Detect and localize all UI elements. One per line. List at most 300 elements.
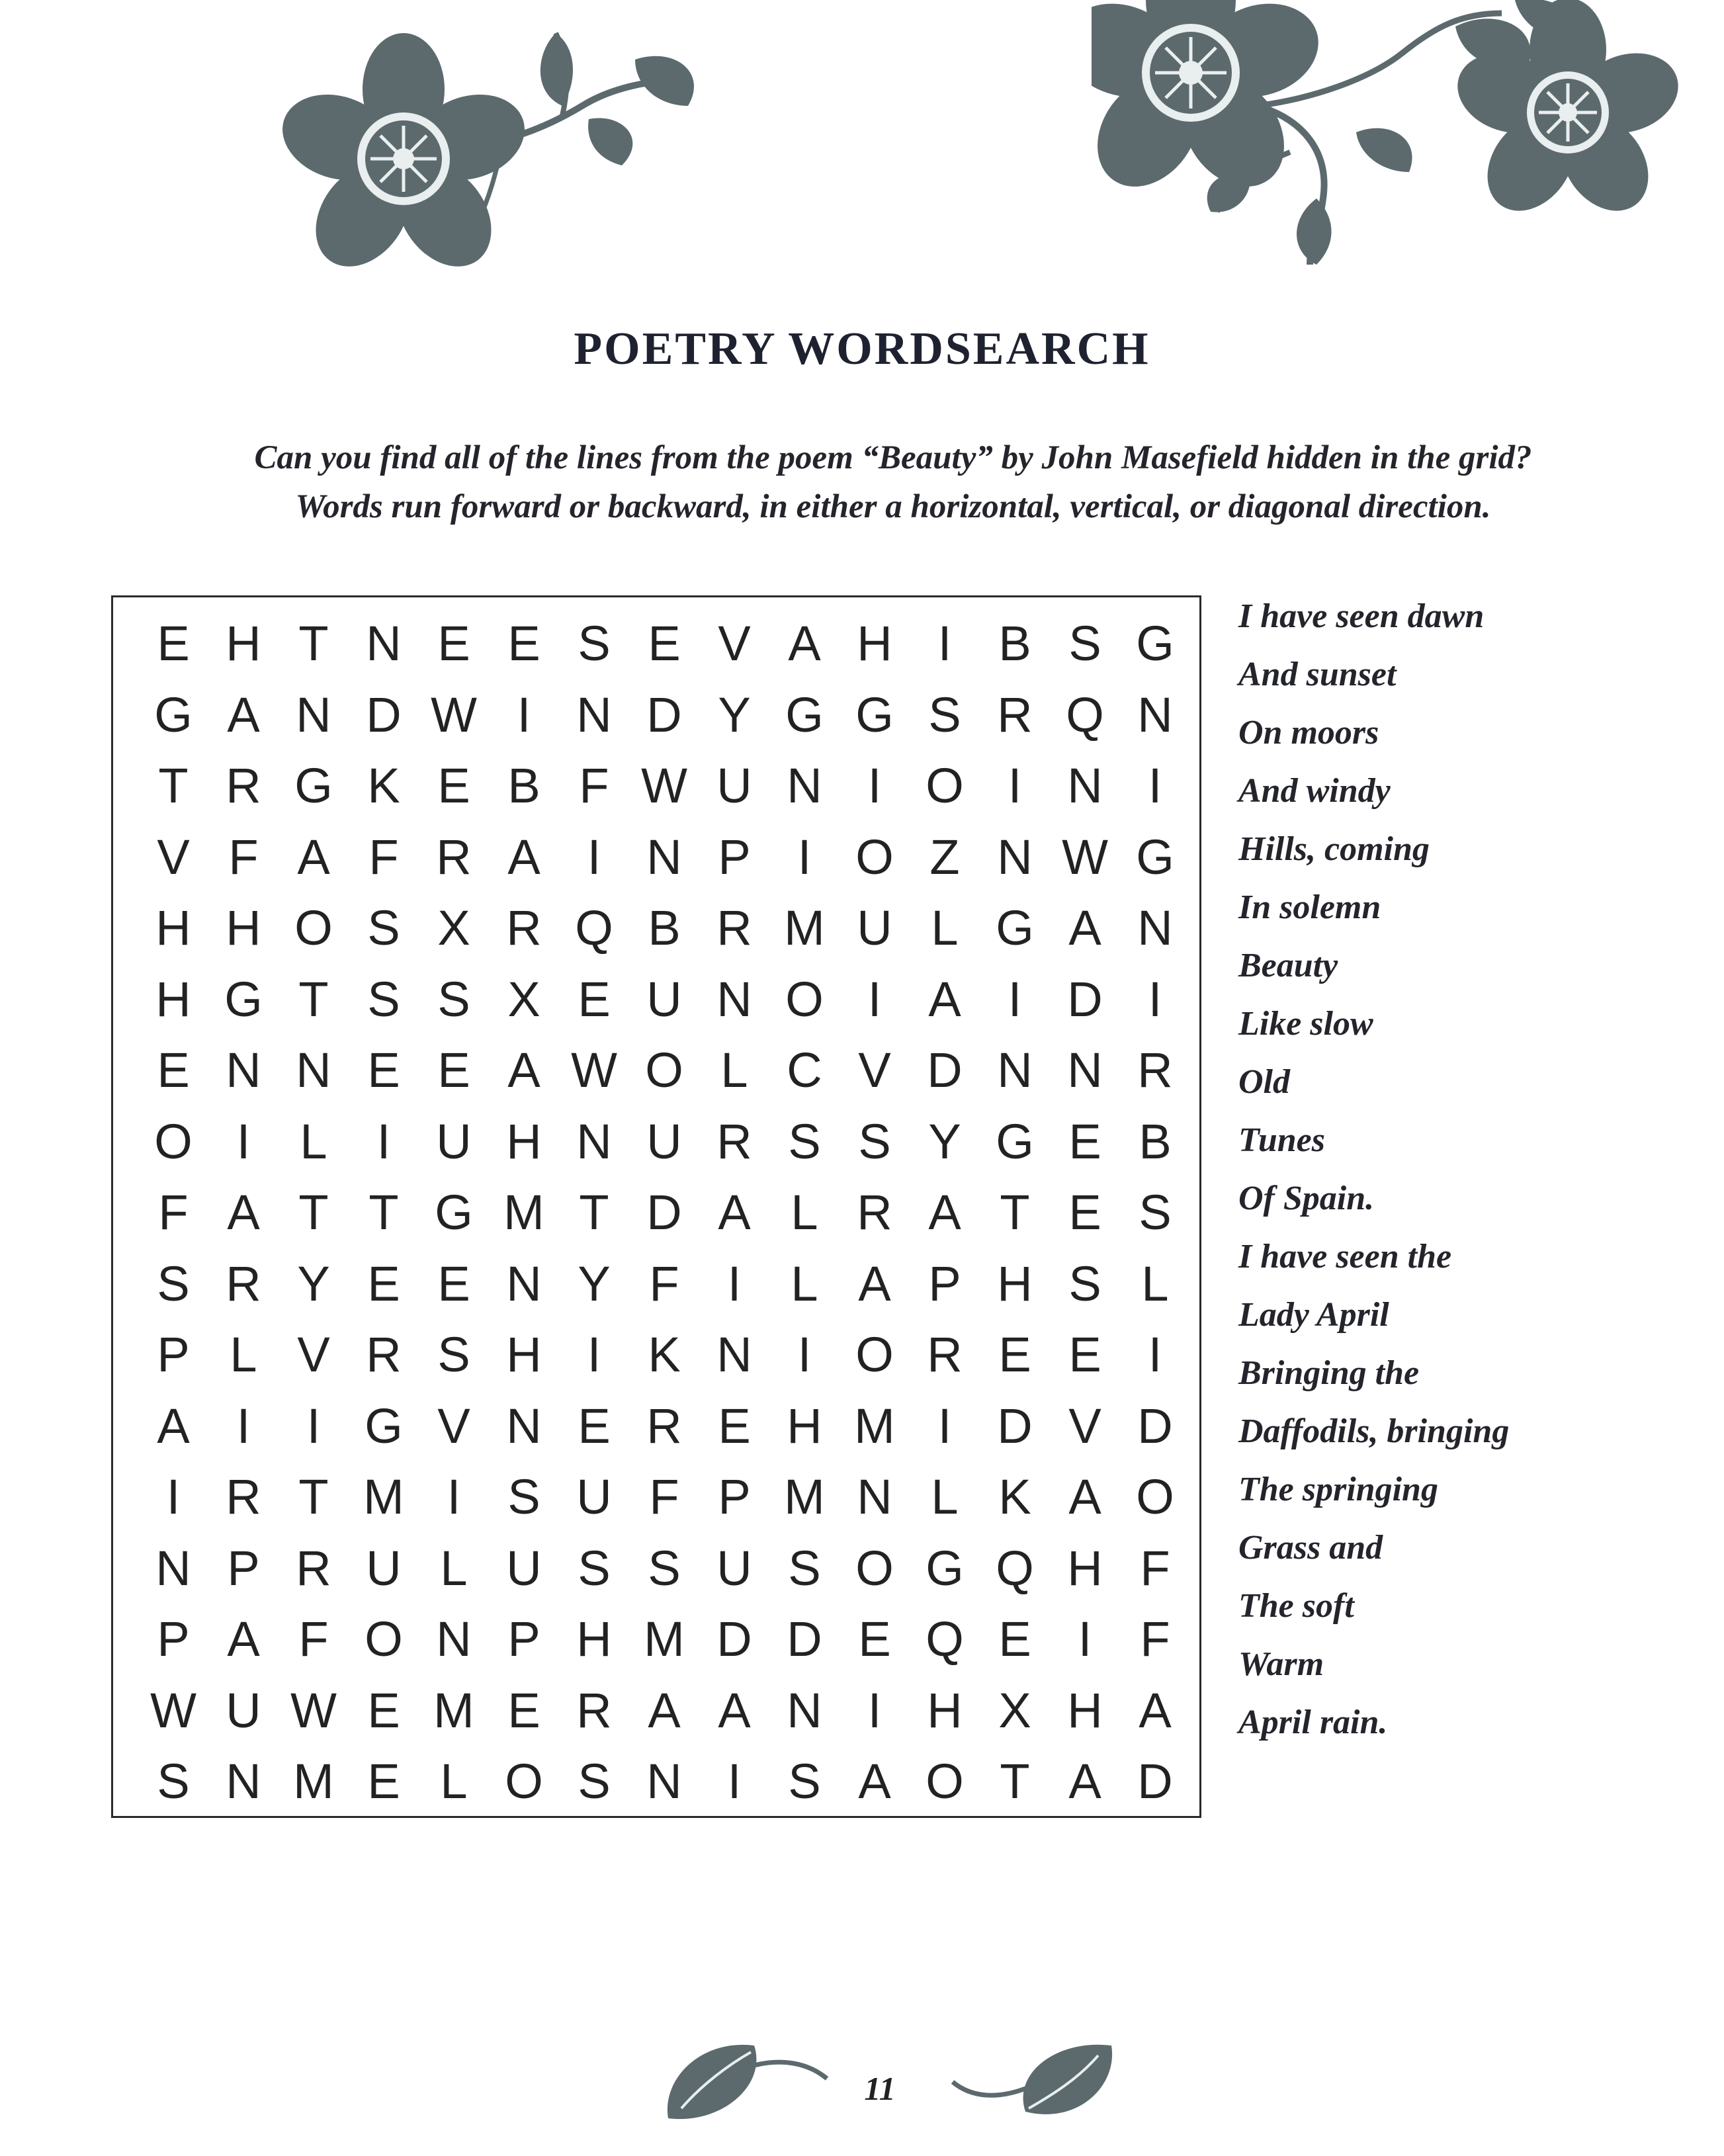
grid-cell[interactable]: T [298,1469,329,1524]
grid-cell[interactable]: F [649,1469,679,1524]
grid-cell[interactable]: G [996,1113,1034,1169]
word-list-item: The springing [1238,1471,1438,1508]
grid-cell[interactable]: S [367,900,400,955]
grid-cell[interactable]: E [1068,1113,1101,1169]
grid-cell[interactable]: E [437,1256,470,1311]
grid-cell[interactable]: D [997,1398,1033,1453]
grid-cell[interactable]: A [1068,900,1101,955]
grid-cell[interactable]: W [571,1043,617,1098]
grid-cell[interactable]: B [1139,1113,1172,1169]
grid-cell[interactable]: N [646,1754,682,1809]
grid-cell[interactable]: S [578,1540,611,1596]
grid-cell[interactable]: O [1136,1469,1174,1524]
grid-cell[interactable]: N [857,1469,892,1524]
grid-cell[interactable]: I [306,1398,321,1453]
grid-cell[interactable]: F [228,829,259,884]
grid-cell[interactable]: A [227,1612,260,1666]
grid-cell[interactable]: A [507,1043,540,1098]
word-list-item: Warm [1238,1645,1324,1683]
grid-cell[interactable]: I [1148,971,1162,1027]
grid-cell[interactable]: I [867,1682,882,1738]
grid-cell[interactable]: I [236,1398,251,1453]
grid-cell[interactable]: R [927,1327,963,1382]
grid-cell[interactable]: A [1068,1469,1101,1524]
grid-cell[interactable]: V [297,1327,330,1382]
grid-cell[interactable]: U [506,1540,542,1596]
grid-cell[interactable]: S [507,1469,540,1524]
grid-cell[interactable]: G [855,687,894,742]
grid-cell[interactable]: V [437,1398,470,1453]
grid-cell[interactable]: P [157,1612,190,1666]
grid-cell[interactable]: X [507,971,540,1027]
grid-cell[interactable]: R [226,1469,261,1524]
grid-cell[interactable]: N [716,1327,752,1382]
grid-cell[interactable]: E [578,1398,611,1453]
grid-cell[interactable]: Q [926,1612,964,1666]
grid-cell[interactable]: E [367,1682,400,1738]
grid-cell[interactable]: I [1078,1612,1092,1666]
grid-cell[interactable]: W [150,1682,196,1738]
grid-cell[interactable]: I [937,1398,952,1453]
grid-cell[interactable]: T [368,1185,399,1240]
grid-cell[interactable]: H [506,1113,542,1169]
word-list-item: April rain. [1238,1703,1388,1741]
word-list-item: On moors [1238,714,1379,752]
grid-cell[interactable]: I [937,616,952,671]
grid-cell[interactable]: U [366,1540,402,1596]
grid-cell[interactable]: N [296,1043,331,1098]
grid-cell[interactable]: I [587,829,601,884]
grid-cell[interactable]: A [157,1398,190,1453]
grid-cell[interactable]: I [1148,758,1162,813]
grid-cell[interactable]: O [855,1540,894,1596]
grid-cell[interactable]: R [576,1682,612,1738]
grid-cell[interactable]: X [998,1682,1031,1738]
grid-cell[interactable]: R [226,758,261,813]
grid-cell[interactable]: O [855,1327,894,1382]
grid-cell[interactable]: U [646,1113,682,1169]
grid-cell[interactable]: I [166,1469,181,1524]
grid-cell[interactable]: P [718,1469,751,1524]
word-list-item: Hills, coming [1238,830,1430,868]
grid-cell[interactable]: T [158,758,189,813]
grid-cell[interactable]: I [447,1469,461,1524]
grid-cell[interactable]: S [437,971,470,1027]
grid-cell[interactable]: E [367,1754,400,1809]
grid-cell[interactable]: E [998,1327,1031,1382]
grid-cell[interactable]: I [587,1327,601,1382]
word-list-item: And sunset [1238,656,1397,693]
grid-cell[interactable]: N [576,1113,612,1169]
page-number: 11 [864,2070,896,2107]
grid-cell[interactable]: R [997,687,1033,742]
grid-cell[interactable]: N [787,1682,822,1738]
grid-cell[interactable]: N [1137,900,1173,955]
grid-cell[interactable]: S [157,1256,190,1311]
grid-cell[interactable]: S [928,687,961,742]
grid-cell[interactable]: U [857,900,892,955]
grid-cell[interactable]: I [867,758,882,813]
grid-cell[interactable]: M [854,1398,895,1453]
grid-cell[interactable]: H [226,616,261,671]
word-list [1238,587,1609,1752]
grid-cell[interactable]: E [578,971,611,1027]
grid-cell[interactable]: S [578,1754,611,1809]
grid-cell[interactable]: G [435,1185,473,1240]
grid-row [113,1393,1172,1459]
grid-row [113,1464,1172,1530]
grid-cell[interactable]: M [293,1754,334,1809]
grid-cell[interactable]: R [716,1113,752,1169]
grid-cell[interactable]: R [506,900,542,955]
grid-cell[interactable]: H [787,1398,822,1453]
grid-cell[interactable]: N [787,758,822,813]
grid-cell[interactable]: I [236,1113,251,1169]
grid-cell[interactable]: S [788,1540,821,1596]
grid-cell[interactable]: L [931,1469,959,1524]
grid-cell[interactable]: C [787,1043,822,1098]
grid-cell[interactable]: Q [996,1540,1034,1596]
grid-cell[interactable]: X [437,900,470,955]
grid-cell[interactable]: E [858,1612,891,1666]
grid-cell[interactable]: O [294,900,333,955]
grid-cell[interactable]: Q [1066,687,1104,742]
grid-cell[interactable]: I [797,1327,812,1382]
grid-cell[interactable]: H [857,616,892,671]
grid-cell[interactable]: N [436,1612,472,1666]
grid-cell[interactable]: G [224,971,263,1027]
grid-cell[interactable]: N [997,1043,1033,1098]
grid-row [113,895,1172,961]
grid-cell[interactable]: T [579,1185,609,1240]
word-list-item: The soft [1238,1587,1354,1625]
grid-cell[interactable]: H [1067,1540,1103,1596]
grid-cell[interactable]: A [858,1754,891,1809]
grid-cell[interactable]: Y [578,1256,611,1311]
grid-cell[interactable]: W [641,758,687,813]
grid-cell[interactable]: N [366,616,402,671]
word-list-item: And windy [1238,772,1391,810]
grid-cell[interactable]: L [931,900,959,955]
grid-cell[interactable]: R [716,900,752,955]
word-list-item: I have seen dawn [1238,597,1485,635]
grid-cell[interactable]: S [578,616,611,671]
grid-row [113,824,1172,890]
grid-cell[interactable]: M [503,1185,544,1240]
grid-cell[interactable]: N [226,1754,261,1809]
grid-cell[interactable]: I [727,1754,742,1809]
grid-cell[interactable]: P [507,1612,540,1666]
grid-cell[interactable]: I [1008,758,1022,813]
grid-cell[interactable]: N [716,971,752,1027]
grid-cell[interactable]: I [1008,971,1022,1027]
grid-row [113,1678,1172,1744]
word-list-item: I have seen the [1238,1238,1452,1275]
grid-row [113,682,1172,748]
grid-cell[interactable]: F [579,758,609,813]
grid-cell[interactable]: O [926,758,964,813]
grid-cell[interactable]: L [440,1540,468,1596]
grid-cell[interactable]: E [437,758,470,813]
grid-row [113,967,1172,1033]
grid-cell[interactable]: K [367,758,400,813]
grid-cell[interactable]: S [858,1113,891,1169]
grid-cell[interactable]: G [1136,829,1174,884]
grid-cell[interactable]: G [365,1398,403,1453]
grid-cell[interactable]: A [718,1682,751,1738]
grid-cell[interactable]: A [928,971,961,1027]
grid-cell[interactable]: S [788,1113,821,1169]
instructions [132,433,1654,531]
grid-cell[interactable]: T [298,971,329,1027]
grid-row [113,1535,1172,1602]
grid-cell[interactable]: D [646,687,682,742]
grid-cell[interactable]: H [506,1327,542,1382]
grid-cell[interactable]: G [154,687,193,742]
grid-cell[interactable]: H [576,1612,612,1666]
grid-cell[interactable]: W [431,687,477,742]
grid-cell[interactable]: D [366,687,402,742]
grid-cell[interactable]: E [367,1256,400,1311]
grid-cell[interactable]: N [997,829,1033,884]
grid-cell[interactable]: K [648,1327,681,1382]
grid-cell[interactable]: U [576,1469,612,1524]
grid-row [113,1322,1172,1388]
grid-cell[interactable]: N [1067,758,1103,813]
grid-cell[interactable]: A [788,616,821,671]
word-list-item: Grass and [1238,1529,1383,1567]
grid-cell[interactable]: N [576,687,612,742]
grid-cell[interactable]: O [855,829,894,884]
grid-cell[interactable]: K [998,1469,1031,1524]
grid-cell[interactable]: A [297,829,330,884]
grid-cell[interactable]: E [998,1612,1031,1666]
word-list-item: Daffodils, bringing [1238,1412,1510,1450]
grid-cell[interactable]: E [157,616,190,671]
grid-cell[interactable]: I [727,1256,742,1311]
grid-row [113,1251,1172,1317]
grid-cell[interactable]: A [928,1185,961,1240]
grid-cell[interactable]: E [718,1398,751,1453]
flower-sprig-icon [1092,0,1724,271]
flower-sprig-icon [278,7,701,271]
grid-cell[interactable]: A [648,1682,681,1738]
grid-cell[interactable]: W [290,1682,337,1738]
grid-cell[interactable]: L [230,1327,257,1382]
grid-cell[interactable]: H [226,900,261,955]
word-list-item: Tunes [1238,1121,1325,1159]
grid-cell[interactable]: R [296,1540,331,1596]
grid-cell[interactable]: M [433,1682,474,1738]
grid-cell[interactable]: P [227,1540,260,1596]
grid-cell[interactable]: R [436,829,472,884]
grid-cell[interactable]: U [226,1682,261,1738]
grid-row [113,1180,1172,1246]
grid-cell[interactable]: G [926,1540,964,1596]
grid-cell[interactable]: U [646,971,682,1027]
grid-cell[interactable]: E [507,616,540,671]
grid-cell[interactable]: V [858,1043,891,1098]
grid-cell[interactable]: P [928,1256,961,1311]
grid-cell[interactable]: I [376,1113,391,1169]
grid-cell[interactable]: I [797,829,812,884]
grid-cell[interactable]: S [1139,1185,1172,1240]
grid-cell[interactable]: G [294,758,333,813]
grid-cell[interactable]: H [1067,1682,1103,1738]
grid-cell[interactable]: Y [928,1113,961,1169]
grid-cell[interactable]: N [226,1043,261,1098]
grid-cell[interactable]: N [646,829,682,884]
grid-cell[interactable]: M [784,1469,825,1524]
grid-cell[interactable]: Y [297,1256,330,1311]
grid-cell[interactable]: E [437,616,470,671]
grid-cell[interactable]: A [227,687,260,742]
grid-cell[interactable]: L [1141,1256,1169,1311]
grid-cell[interactable]: O [505,1754,543,1809]
page-title: POETRY WORDSEARCH [574,323,1150,374]
grid-cell[interactable]: H [155,971,191,1027]
grid-cell[interactable]: S [1068,616,1101,671]
word-list-item: Lady April [1238,1296,1389,1334]
wordsearch-grid [111,595,1201,1818]
grid-cell[interactable]: E [157,1043,190,1098]
grid-cell[interactable]: H [155,900,191,955]
grid-cell[interactable]: L [791,1185,818,1240]
grid-cell[interactable]: A [1068,1754,1101,1809]
grid-cell[interactable]: S [648,1540,681,1596]
grid-cell[interactable]: D [1137,1754,1173,1809]
grid-cell[interactable]: Q [575,900,613,955]
grid-cell[interactable]: S [157,1754,190,1809]
grid-cell[interactable]: O [365,1612,403,1666]
grid-cell[interactable]: S [1068,1256,1101,1311]
grid-cell[interactable]: F [368,829,399,884]
grid-row [113,753,1172,819]
grid-cell[interactable]: N [1067,1043,1103,1098]
grid-cell[interactable]: T [298,1185,329,1240]
grid-cell[interactable]: O [785,971,824,1027]
grid-cell[interactable]: N [155,1540,191,1596]
grid-cell[interactable]: U [436,1113,472,1169]
grid-cell[interactable]: L [791,1256,818,1311]
grid-cell[interactable]: L [300,1113,327,1169]
grid-cell[interactable]: Z [929,829,960,884]
grid-cell[interactable]: R [366,1327,402,1382]
grid-cell[interactable]: E [648,616,681,671]
grid-row [113,1037,1172,1103]
grid-cell[interactable]: A [718,1185,751,1240]
grid-row [113,611,1172,677]
grid-cell[interactable]: S [437,1327,470,1382]
grid-cell[interactable]: T [1000,1754,1030,1809]
word-list-item: In solemn [1238,888,1381,926]
grid-cell[interactable]: R [646,1398,682,1453]
grid-cell[interactable]: S [367,971,400,1027]
grid-cell[interactable]: N [506,1256,542,1311]
grid-cell[interactable]: O [645,1043,683,1098]
grid-cell[interactable]: L [720,1043,748,1098]
grid-cell[interactable]: G [996,900,1034,955]
grid-cell[interactable]: E [437,1043,470,1098]
grid-cell[interactable]: R [1137,1043,1173,1098]
word-list-item: Old [1238,1063,1290,1101]
grid-cell[interactable]: E [367,1043,400,1098]
instructions-line-1: Can you find all of the lines from the poem “Beauty” by John Masefield hidden in the grid? [254,439,1532,476]
grid-cell[interactable]: A [858,1256,891,1311]
grid-cell[interactable]: O [154,1113,193,1169]
grid-cell[interactable]: A [1139,1682,1172,1738]
grid-cell[interactable]: V [718,616,751,671]
grid-cell[interactable]: B [648,900,681,955]
grid-cell[interactable]: N [506,1398,542,1453]
grid-cell[interactable]: T [1000,1185,1030,1240]
grid-cell[interactable]: H [927,1682,963,1738]
grid-cell[interactable]: B [998,616,1031,671]
grid-cell[interactable]: E [1068,1327,1101,1382]
grid-cell[interactable]: F [158,1185,189,1240]
grid-cell[interactable]: L [440,1754,468,1809]
grid-cell[interactable]: N [296,687,331,742]
grid-cell[interactable]: U [716,758,752,813]
grid-cell[interactable]: F [649,1256,679,1311]
grid-cell[interactable]: E [1068,1185,1101,1240]
grid-cell[interactable]: R [226,1256,261,1311]
grid-cell[interactable]: Y [718,687,751,742]
grid-cell[interactable]: V [1068,1398,1101,1453]
grid-cell[interactable]: E [507,1682,540,1738]
grid-cell[interactable]: M [644,1612,685,1666]
grid-cell[interactable]: S [788,1754,821,1809]
grid-cell[interactable]: I [1148,1327,1162,1382]
grid-cell[interactable]: U [716,1540,752,1596]
grid-cell[interactable]: P [157,1327,190,1382]
grid-cell[interactable]: F [298,1612,329,1666]
grid-row [113,1748,1172,1815]
word-list-item: Like slow [1238,1005,1373,1043]
grid-cell[interactable]: M [784,900,825,955]
grid-cell[interactable]: D [646,1185,682,1240]
word-list-item: Bringing the [1238,1354,1420,1392]
grid-cell[interactable]: D [927,1043,963,1098]
grid-cell[interactable]: A [507,829,540,884]
grid-cell[interactable]: W [1062,829,1108,884]
grid-cell[interactable]: I [867,971,882,1027]
grid-row [113,1109,1172,1175]
grid-cell[interactable]: I [517,687,531,742]
grid-cell[interactable]: G [1136,616,1174,671]
grid-cell[interactable]: D [787,1612,822,1666]
grid-cell[interactable]: G [785,687,824,742]
grid-cell[interactable]: M [363,1469,404,1524]
grid-cell[interactable]: P [718,829,751,884]
grid-cell[interactable]: N [1137,687,1173,742]
grid-cell[interactable]: T [298,616,329,671]
grid-cell[interactable]: B [507,758,540,813]
grid-cell[interactable]: F [1140,1612,1170,1666]
leaf-icon [939,2026,1118,2125]
grid-cell[interactable]: O [926,1754,964,1809]
grid-cell[interactable]: D [716,1612,752,1666]
word-list-item: Of Spain. [1238,1180,1375,1217]
grid-cell[interactable]: D [1137,1398,1173,1453]
grid-cell[interactable]: F [1140,1540,1170,1596]
grid-cell[interactable]: V [157,829,190,884]
grid-cell[interactable]: A [227,1185,260,1240]
grid-cell[interactable]: H [997,1256,1033,1311]
grid-cell[interactable]: D [1067,971,1103,1027]
word-list-item: Beauty [1238,947,1338,984]
grid-cell[interactable]: R [857,1185,892,1240]
